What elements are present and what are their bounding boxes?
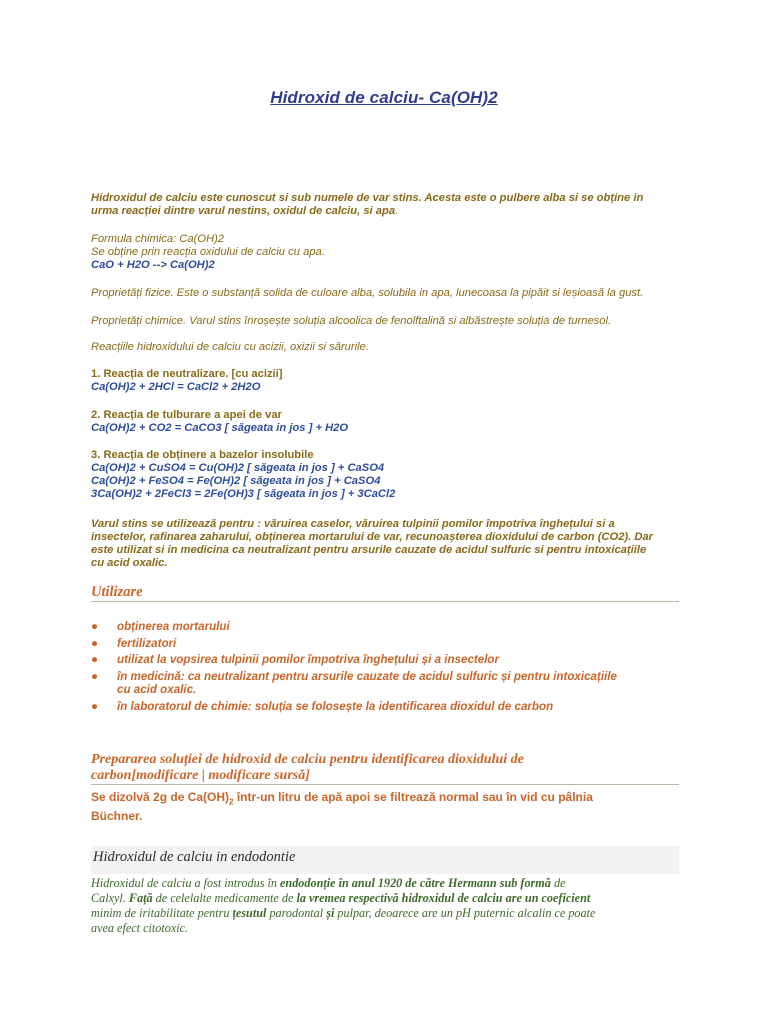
formula-obtain-line: Se obține prin reacția oxidului de calciu cu apa. <box>91 246 325 258</box>
list-item-continuation: cu acid oxalic. <box>117 683 197 696</box>
utilizare-heading: Utilizare <box>91 584 143 600</box>
endodontie-heading: Hidroxidul de calciu in endodontie <box>93 849 296 865</box>
reaction-1-equation: Ca(OH)2 + 2HCl = CaCl2 + 2H2O <box>91 381 261 393</box>
uses-paragraph <box>91 518 691 570</box>
formula-block <box>91 233 691 272</box>
chemical-properties: Proprietăți chimice. Varul stins înroșește soluția alcoolica de fenolftalină si albăstrește soluția de turnesol. <box>91 315 612 327</box>
intro-line-1: Hidroxidul de calciu este cunoscut si sub numele de var stins. Acesta este o pulbere alba si se obține in <box>91 192 644 204</box>
uses-line-4: cu acid oxalic. <box>91 557 168 569</box>
reaction-1 <box>91 368 691 394</box>
reaction-2-heading: 2. Reacția de tulburare a apei de var <box>91 409 282 421</box>
reaction-3-equation-2: Ca(OH)2 + FeSO4 = Fe(OH)2 [ săgeata in jos ] + CaSO4 <box>91 475 381 487</box>
bullet-icon: ● <box>91 636 99 650</box>
intro-line-2-end: . <box>395 205 399 217</box>
page-title: Hidroxid de calciu- Ca(OH)2 <box>270 88 498 107</box>
reactions-intro: Reacțiile hidroxidului de calciu cu acizii, oxizii si sărurile. <box>91 341 369 353</box>
preparare-text: Se dizolvă 2g de $Ca(OH)_2$ într-un litru de apă apoi se filtrează normal sau în vid cu pâlnia Büchner. <box>91 790 593 824</box>
reaction-2 <box>91 409 691 435</box>
intro-paragraph <box>91 192 691 218</box>
bullet-icon: ● <box>91 620 99 633</box>
formula-line: Formula chimica: Ca(OH)2 <box>91 233 225 245</box>
list-item: ● în medicină: ca neutralizant pentru arsurile cauzate de acidul sulfuric și pentru intoxicațiile <box>91 669 617 683</box>
physical-properties: Proprietăți fizice. Este o substanță solida de culoare alba, solubila in apa, lunecoasa la pipăit si leșioasă la gust. <box>91 287 644 299</box>
reaction-3-equation-3: 3Ca(OH)2 + 2FeCl3 = 2Fe(OH)3 [ săgeata in jos ] + 3CaCl2 <box>91 488 396 500</box>
bullet-icon: ● <box>91 699 99 713</box>
intro-line-2: urma reacției dintre varul nestins, oxidul de calciu, si apa <box>91 205 396 217</box>
preparare-heading: Prepararea soluției de hidroxid de calciu pentru identificarea dioxidului de carbon[modificare | modificare sursă] <box>91 752 524 783</box>
bullet-icon: ● <box>91 669 99 683</box>
list-item: ● utilizat la vopsirea tulpinii pomilor împotriva înghețului și a insectelor <box>91 653 500 666</box>
reaction-3 <box>91 449 691 501</box>
list-item: ● fertilizatori <box>91 636 177 650</box>
reaction-3-heading: 3. Reacția de obținere a bazelor insolubile <box>91 449 314 461</box>
formula-equation: CaO + H2O --> Ca(OH)2 <box>91 259 215 271</box>
utilizare-divider <box>91 601 679 602</box>
reaction-3-equation-1: Ca(OH)2 + CuSO4 = Cu(OH)2 [ săgeata in jos ] + CaSO4 <box>91 462 385 474</box>
bullet-icon: ● <box>91 653 99 666</box>
endodontie-paragraph: Hidroxidul de calciu a fost introdus în endodonție în anul 1920 de către Hermann sub formă de Calxyl. Față de celelalte medicamente de la vremea respectivă hidroxidul de calciu are un coeficient minim de iritabilitate pentru țesutul parodontal și pulpar, deoarece are un pH puternic alcalin ce poate avea efect citotoxic. <box>91 876 596 935</box>
reaction-1-heading: 1. Reacția de neutralizare. [cu acizii] <box>91 368 283 380</box>
uses-line-2: insectelor, rafinarea zaharului, obținerea mortarului de var, recunoașterea dioxidului de carbon (CO2). Dar <box>91 531 654 543</box>
uses-line-1: Varul stins se utilizează pentru : văruirea caselor, văruirea tulpinii pomilor împotriva înghețului si a <box>91 518 615 530</box>
preparare-divider <box>91 784 679 785</box>
list-item: ● în laboratorul de chimie: soluția se folosește la identificarea dioxidul de carbon <box>91 699 554 713</box>
utilizare-list <box>91 620 691 716</box>
reaction-2-equation: Ca(OH)2 + CO2 = CaCO3 [ săgeata in jos ] + H2O <box>91 422 349 434</box>
uses-line-3: este utilizat si in medicina ca neutralizant pentru arsurile cauzate de acidul sulfuric si pentru intoxicațiile <box>91 544 647 556</box>
list-item: ● obținerea mortarului <box>91 620 230 633</box>
